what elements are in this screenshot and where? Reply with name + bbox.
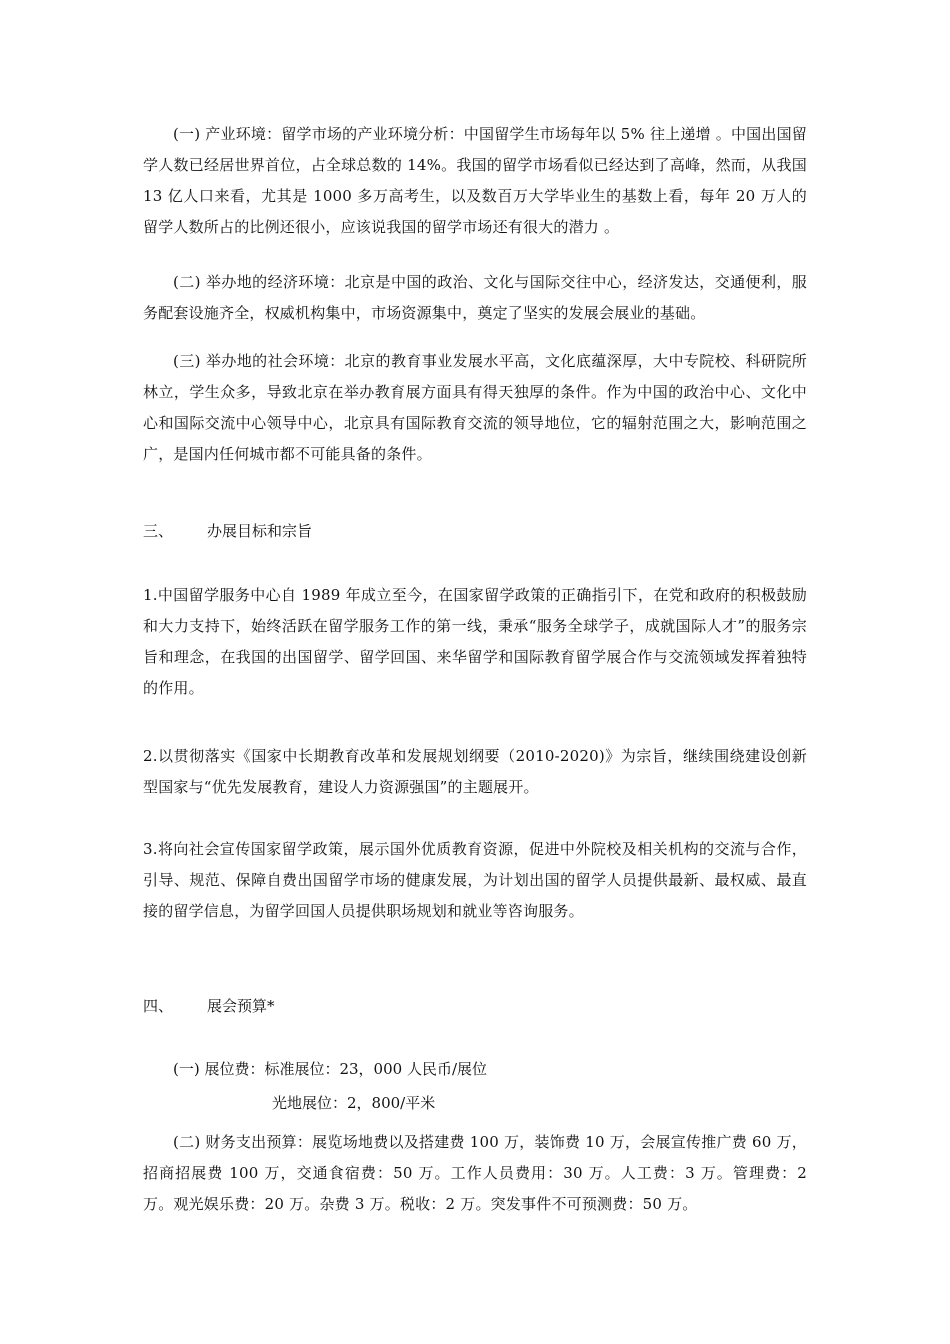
paragraph-goal-3: 3.将向社会宣传国家留学政策，展示国外优质教育资源，促进中外院校及相关机构的交流与合作，引导、规范、保障自费出国留学市场的健康发展，为计划出国的留学人员提供最新、最权威、最直接的留学信息，为留学回国人员提供职场规划和就业等咨询服务。 [143, 840, 807, 920]
section-heading-budget [143, 991, 275, 1022]
paragraph-financial-budget: (二) 财务支出预算：展览场地费以及搭建费 100 万，装饰费 10 万，会展宣传推广费 60 万，招商招展费 100 万，交通食宿费：50 万。工作人员费用：30 万。人工费：3 万。管理费：2 万。观光娱乐费：20 万。杂费 3 万。税收：2 万。突发事件不可预测费：50 万。 [143, 1133, 807, 1213]
section-title: 办展目标和宗旨 [207, 522, 313, 540]
section-number: 三、 [143, 522, 174, 540]
section-title: 展会预算* [207, 997, 275, 1015]
paragraph-social-environment: (三) 举办地的社会环境：北京的教育事业发展水平高，文化底蕴深厚，大中专院校、科研院所林立，学生众多，导致北京在举办教育展方面具有得天独厚的条件。作为中国的政治中心、文化中心和国际交流中心领导中心，北京具有国际教育交流的领导地位，它的辐射范围之大，影响范围之广，是国内任何城市都不可能具备的条件。 [143, 352, 807, 463]
section-number: 四、 [143, 997, 174, 1015]
booth-fee-raw-space: 光地展位：2，800/平米 [272, 1094, 436, 1112]
paragraph-goal-2: 2.以贯彻落实《国家中长期教育改革和发展规划纲要（2010-2020)》为宗旨，继续围绕建设创新型国家与“优先发展教育，建设人力资源强国”的主题展开。 [143, 747, 807, 796]
paragraph-economic-environment: (二) 举办地的经济环境：北京是中国的政治、文化与国际交往中心，经济发达，交通便利，服务配套设施齐全，权威机构集中，市场资源集中，奠定了坚实的发展会展业的基础。 [143, 273, 807, 322]
section-heading-goals [143, 516, 312, 547]
paragraph-goal-1: 1.中国留学服务中心自 1989 年成立至今，在国家留学政策的正确指引下，在党和政府的积极鼓励和大力支持下，始终活跃在留学服务工作的第一线，秉承“服务全球学子，成就国际人才”的服务宗旨和理念，在我国的出国留学、留学回国、来华留学和国际教育留学展合作与交流领域发挥着独特的作用。 [143, 586, 807, 697]
paragraph-industry-environment: (一) 产业环境：留学市场的产业环境分析：中国留学生市场每年以 5% 往上递增 。中国出国留学人数已经居世界首位，占全球总数的 14%。我国的留学市场看似已经达到了高峰，然而，从我国 13 亿人口来看，尤其是 1000 多万高考生，以及数百万大学毕业生的基数上看，每年 20 万人的留学人数所占的比例还很小，应该说我国的留学市场还有很大的潜力 。 [143, 125, 807, 236]
booth-fee-standard: (一) 展位费：标准展位：23，000 人民币/展位 [173, 1060, 488, 1078]
